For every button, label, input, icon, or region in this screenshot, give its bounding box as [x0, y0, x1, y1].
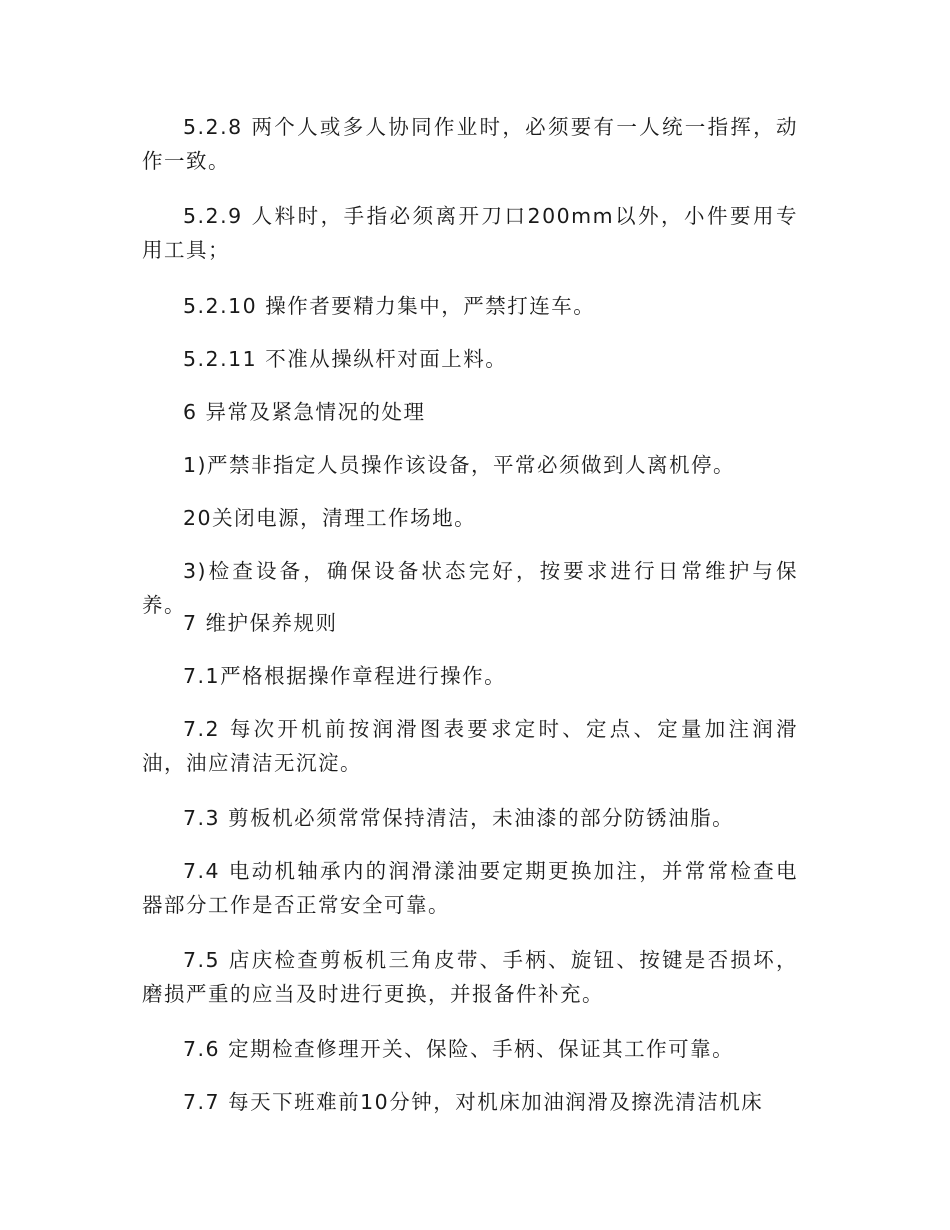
list-item-3: 3)检查设备，确保设备状态完好，按要求进行日常维护与保养。 — [142, 559, 798, 617]
list-item-1: 1)严禁非指定人员操作该设备，平常必须做到人离机停。 — [183, 453, 736, 477]
paragraph-7-2: 7.2 每次开机前按润滑图表要求定时、定点、定量加注润滑油，油应清洁无沉淀。 — [142, 717, 798, 775]
section-heading-7: 7 维护保养规则 — [183, 611, 338, 635]
paragraph-5-2-11: 5.2.11 不准从操纵杆对面上料。 — [183, 347, 508, 371]
paragraph-7-5: 7.5 店庆检查剪板机三角皮带、手柄、旋钮、按键是否损坏，磨损严重的应当及时进行更换，并报备件补充。 — [142, 948, 798, 1006]
section-heading-6: 6 异常及紧急情况的处理 — [183, 400, 426, 424]
paragraph-7-7: 7.7 每天下班难前10分钟，对机床加油润滑及擦洗清洁机床 — [183, 1090, 764, 1114]
paragraph-5-2-9: 5.2.9 人料时，手指必须离开刀口200mm以外，小件要用专用工具； — [142, 204, 798, 262]
paragraph-5-2-10: 5.2.10 操作者要精力集中，严禁打连车。 — [183, 294, 596, 318]
paragraph-7-1: 7.1严格根据操作章程进行操作。 — [183, 664, 507, 688]
list-item-2: 20关闭电源，清理工作场地。 — [183, 506, 477, 530]
paragraph-7-4: 7.4 电动机轴承内的润滑漾油要定期更换加注，并常常检查电器部分工作是否正常安全可靠。 — [142, 859, 798, 917]
paragraph-7-3: 7.3 剪板机必须常常保持清洁，未油漆的部分防锈油脂。 — [183, 806, 735, 830]
paragraph-5-2-8: 5.2.8 两个人或多人协同作业时，必须要有一人统一指挥，动作一致。 — [142, 115, 798, 173]
paragraph-7-6: 7.6 定期检查修理开关、保险、手柄、保证其工作可靠。 — [183, 1037, 735, 1061]
